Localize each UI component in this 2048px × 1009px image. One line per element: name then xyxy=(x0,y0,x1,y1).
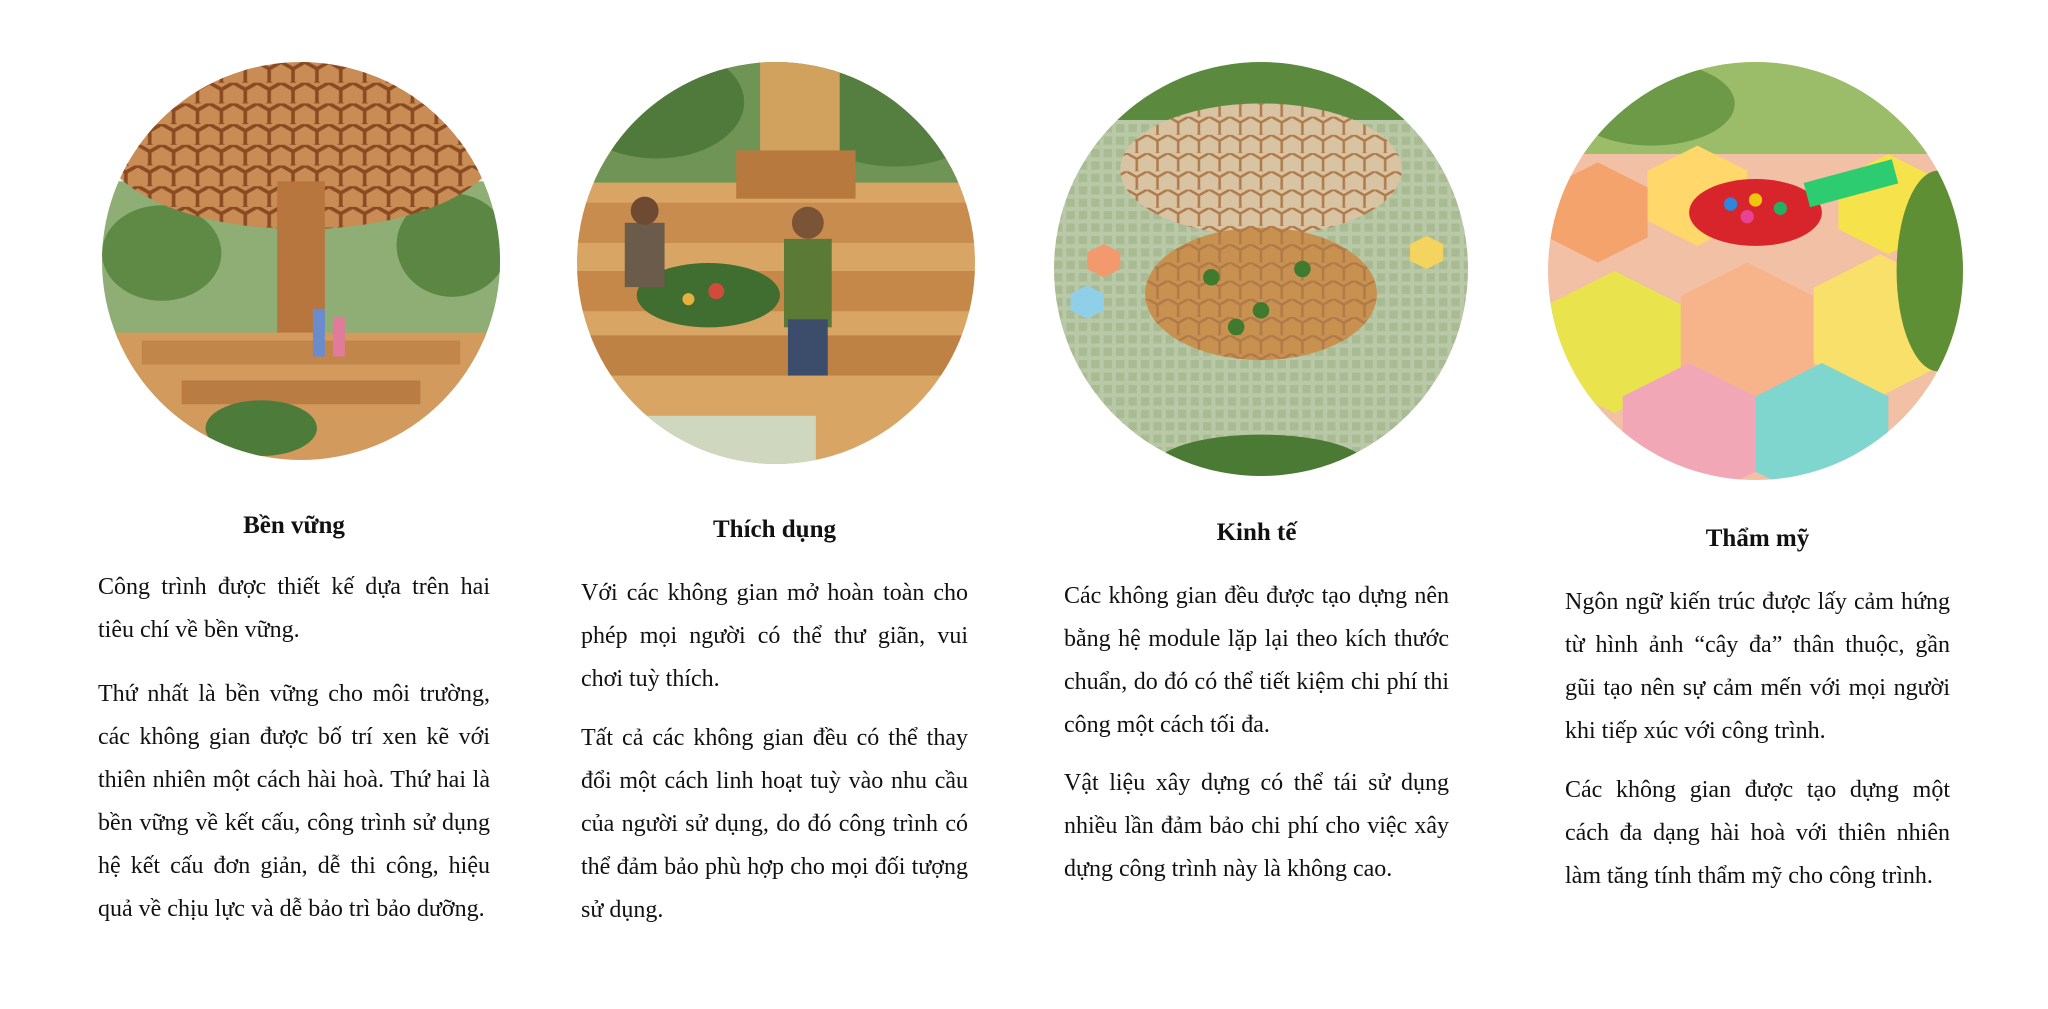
section-paragraph: Các không gian được tạo dựng một cách đa dạng hài hoà với thiên nhiên làm tăng tính thẩm mỹ cho công trình. xyxy=(1565,777,1950,889)
section-paragraph: Ngôn ngữ kiến trúc được lấy cảm hứng từ hình ảnh “cây đa” thân thuộc, gần gũi tạo nên sự cảm mến với mọi người khi tiếp xúc với công trình. xyxy=(1565,589,1950,744)
tree-library-image xyxy=(102,62,500,460)
section-paragraph: Vật liệu xây dựng có thể tái sử dụng nhiều lần đảm bảo chi phí cho việc xây dựng công trình này là không cao. xyxy=(1064,770,1449,882)
section-paragraph: Thứ nhất là bền vững cho môi trường, các không gian được bố trí xen kẽ với thiên nhiên một cách hài hoà. Thứ hai là bền vững về kết cấu, công trình sử dụng hệ kết cấu đơn giản, dễ thi công, hiệu quả về chịu lực và dễ bảo trì bảo dưỡng. xyxy=(98,681,490,922)
wooden-steps-seating-image xyxy=(577,62,975,464)
colorful-playground-image xyxy=(1548,62,1963,480)
section-title: Thích dụng xyxy=(713,516,836,543)
section-title: Bền vững xyxy=(243,512,345,539)
section-paragraph: Công trình được thiết kế dựa trên hai tiêu chí về bền vững. xyxy=(98,574,490,643)
hexagon-aerial-image xyxy=(1054,62,1468,476)
section-tham-my xyxy=(1565,0,1950,1009)
section-ben-vung xyxy=(98,0,490,1009)
section-kinh-te xyxy=(1064,0,1449,1009)
section-paragraph: Với các không gian mở hoàn toàn cho phép mọi người có thể thư giãn, vui chơi tuỳ thích. xyxy=(581,580,968,692)
section-title: Thẩm mỹ xyxy=(1705,525,1810,552)
section-paragraph: Tất cả các không gian đều có thể thay đổi một cách linh hoạt tuỳ vào nhu cầu của người sử dụng, do đó công trình có thể đảm bảo phù hợp cho mọi đối tượng sử dụng. xyxy=(581,725,968,923)
section-thich-dung xyxy=(581,0,968,1009)
section-title: Kinh tế xyxy=(1216,519,1297,546)
section-paragraph: Các không gian đều được tạo dựng nên bằng hệ module lặp lại theo kích thước chuẩn, do đó có thể tiết kiệm chi phí thi công một cách tối đa. xyxy=(1064,583,1449,738)
